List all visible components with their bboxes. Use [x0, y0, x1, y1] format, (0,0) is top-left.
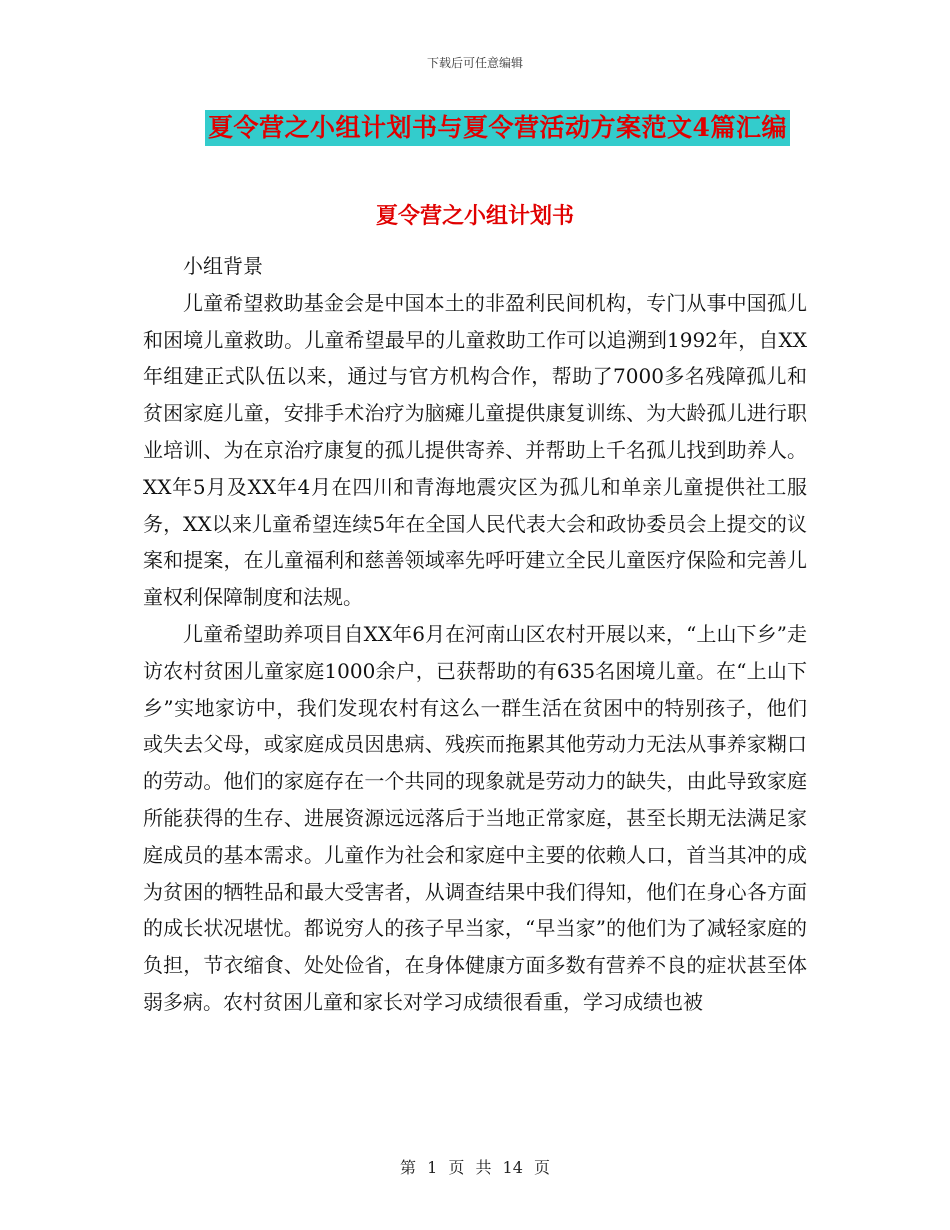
page-number-footer: 第 1 页 共 14 页 — [400, 1158, 550, 1177]
body-paragraph-2: 儿童希望助养项目自XX年6月在河南山区农村开展以来，“上山下乡”走访农村贫困儿童家庭1000余户，已获帮助的有635名困境儿童。在“上山下乡”实地家访中，我们发现农村有这么一群生活在贫困中的特别孩子，他们或失去父母，或家庭成员因患病、残疾而拖累其他劳动力无法从事养家糊口的劳动。他们的家庭存在一个共同的现象就是劳动力的缺失，由此导致家庭所能获得的生存、进展资源远远落后于当地正常家庭，甚至长期无法满足家庭成员的基本需求。儿童作为社会和家庭中主要的依赖人口，首当其冲的成为贫困的牺牲品和最大受害者，从调查结果中我们得知，他们在身心各方面的成长状况堪忧。都说穷人的孩子早当家，“早当家”的他们为了减轻家庭的负担，节衣缩食、处处俭省，在身体健康方面多数有营养不良的症状甚至体弱多病。农村贫困儿童和家长对学习成绩很看重，学习成绩也被 — [143, 621, 807, 1014]
section-title: 夏令营之小组计划书 — [375, 203, 574, 229]
document-title-wrap — [0, 110, 950, 146]
document-body — [143, 248, 807, 1021]
document-title: 夏令营之小组计划书与夏令营活动方案范文4篇汇编 — [205, 110, 790, 146]
header-note: 下载后可任意编辑 — [426, 56, 523, 70]
subheading: 小组背景 — [183, 254, 263, 278]
body-paragraph-1: 儿童希望救助基金会是中国本土的非盈利民间机构，专门从事中国孤儿和困境儿童救助。儿童希望最早的儿童救助工作可以追溯到1992年，自XX年组建正式队伍以来，通过与官方机构合作，帮助了7000多名残障孤儿和贫困家庭儿童，安排手术治疗为脑瘫儿童提供康复训练、为大龄孤儿进行职业培训、为在京治疗康复的孤儿提供寄养、并帮助上千名孤儿找到助养人。XX年5月及XX年4月在四川和青海地震灾区为孤儿和单亲儿童提供社工服务，XX以来儿童希望连续5年在全国人民代表大会和政协委员会上提交的议案和提案，在儿童福利和慈善领域率先呼吁建立全民儿童医疗保险和完善儿童权利保障制度和法规。 — [143, 290, 807, 610]
